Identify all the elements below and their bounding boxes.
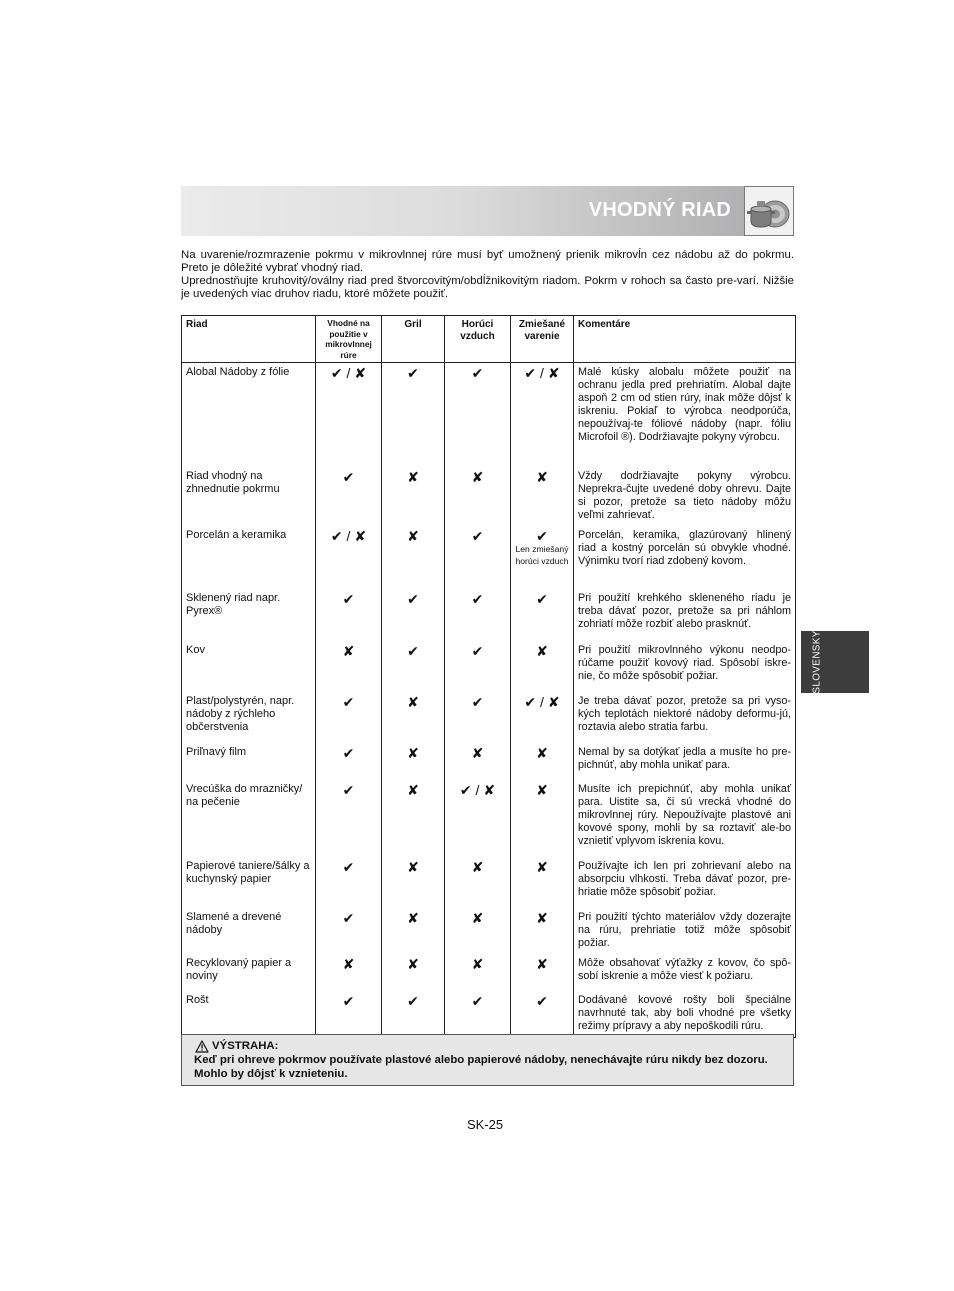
table-row — [182, 363, 796, 467]
cell-hot-air-value: ✔ — [471, 365, 484, 381]
header-riad: Riad — [182, 316, 316, 363]
table-row — [182, 991, 796, 1038]
cell-microwave — [316, 954, 382, 991]
cell-grill-value: ✘ — [407, 468, 419, 485]
cell-riad-value: Recyklovaný papier a noviny — [186, 956, 292, 982]
cell-microwave — [316, 467, 382, 526]
cell-comment — [574, 363, 796, 467]
cell-mixed — [511, 954, 574, 991]
cell-mixed-value: ✘ — [536, 858, 548, 875]
cell-microwave — [316, 692, 382, 743]
cell-mixed-value: ✘ — [536, 909, 548, 926]
cell-hot-air-value: ✔ — [471, 590, 484, 607]
cell-mixed-value: ✔ — [536, 992, 548, 1009]
cell-hot-air — [445, 780, 511, 857]
cell-grill-value: ✔ — [407, 992, 419, 1009]
cell-mixed-value: ✔ — [536, 527, 548, 544]
cell-microwave-value: ✔ — [342, 468, 355, 485]
table-row — [182, 467, 796, 526]
warning-title: VÝSTRAHA: — [212, 1040, 279, 1052]
cell-hot-air-value: ✘ — [471, 744, 484, 761]
cell-microwave — [316, 780, 382, 857]
cell-mixed — [511, 526, 574, 589]
cell-comment-value: Dodávané kovové rošty boli špeciálne navrhnuté tak, aby boli vhodné pre všetky režimy prípravy a aby nepoškodili rúru. — [578, 993, 791, 1032]
cell-mixed — [511, 857, 574, 908]
cell-riad-value: Porcelán a keramika — [186, 528, 287, 541]
cell-hot-air — [445, 692, 511, 743]
cell-comment — [574, 526, 796, 589]
cell-grill — [382, 526, 445, 589]
cell-microwave-value: ✔ — [342, 858, 355, 875]
cell-hot-air-value: ✘ — [471, 909, 484, 926]
cell-microwave-value: ✔ / ✘ — [330, 365, 367, 381]
table-row — [182, 526, 796, 589]
cell-grill-value: ✘ — [407, 693, 419, 710]
cell-riad — [182, 954, 316, 991]
language-tab — [801, 631, 869, 693]
cell-comment — [574, 908, 796, 954]
cell-mixed-value: ✔ / ✘ — [524, 365, 560, 381]
cell-grill-value: ✔ — [407, 365, 419, 381]
intro-paragraph-2: Uprednostňujte kruhovitý/oválny riad pred štvorcovitým/obdĺžnikovitým riadom. Pokrm v rohoch sa často pre-varí. Nižšie je uvedených viac druhov riadu, ktoré môžete použiť. — [181, 275, 794, 300]
cell-mixed-value: ✘ — [536, 468, 548, 485]
cell-hot-air — [445, 908, 511, 954]
cell-grill-value: ✔ — [407, 590, 419, 607]
cell-mixed — [511, 908, 574, 954]
cell-microwave-value: ✔ — [342, 781, 355, 798]
cookware-icon — [744, 186, 794, 236]
cell-comment-value: Malé kúsky alobalu môžete použiť na ochranu jedla pred prehriatím. Alobal dajte aspoň 2 cm od stien rúry, inak môže dôjsť k iskreniu. Pokiaľ to výrobca neodporúča, nepoužívaj-te fóliové nádoby (napr. fóliu Microfoil ®). Dodržiavajte pokyny výrobcu. — [578, 366, 791, 443]
cell-hot-air-value: ✔ — [471, 642, 484, 659]
cell-hot-air — [445, 589, 511, 641]
cell-microwave-value: ✘ — [342, 642, 355, 659]
cell-microwave-value: ✔ — [342, 992, 355, 1009]
cell-mixed — [511, 589, 574, 641]
cell-hot-air — [445, 641, 511, 692]
cell-mixed-value: ✘ — [536, 744, 548, 761]
header-comments: Komentáre — [574, 316, 796, 363]
table-row — [182, 743, 796, 780]
cell-comment — [574, 991, 796, 1038]
table-header-row — [182, 316, 796, 363]
cell-hot-air — [445, 991, 511, 1038]
cell-grill — [382, 954, 445, 991]
cell-riad — [182, 641, 316, 692]
cell-hot-air-value: ✔ / ✘ — [459, 781, 496, 798]
warning-box — [181, 1034, 794, 1086]
cell-grill — [382, 908, 445, 954]
cell-microwave-value: ✔ / ✘ — [330, 527, 367, 544]
page-title: VHODNÝ RIAD — [588, 199, 731, 221]
cell-microwave — [316, 589, 382, 641]
header-mixed: Zmiešané varenie — [511, 316, 574, 363]
cell-riad-value: Slamené a drevené nádoby — [186, 910, 282, 936]
cell-hot-air — [445, 526, 511, 589]
cell-hot-air-value: ✔ — [471, 693, 484, 710]
cell-comment-value: Vždy dodržiavajte pokyny výrobcu. Neprekra-čujte uvedené doby ohrevu. Dajte si pozor, pretože sa tieto nádoby môžu veľmi zahrievať. — [578, 469, 791, 521]
cell-riad-value: Vrecúška do mrazničky/ na pečenie — [186, 782, 303, 808]
cell-comment — [574, 954, 796, 991]
table-row — [182, 908, 796, 954]
intro-text — [181, 249, 794, 301]
cell-comment-value: Používajte ich len pri zohrievaní alebo na absorpciu vlhkosti. Treba dávať pozor, pre-hriatie môže spôsobiť požiar. — [578, 859, 791, 898]
cell-riad-value: Kov — [186, 643, 205, 656]
header-hot-air: Horúci vzduch — [445, 316, 511, 363]
header-grill: Gril — [382, 316, 445, 363]
cell-riad-value: Alobal Nádoby z fólie — [186, 366, 290, 378]
table-row — [182, 954, 796, 991]
table-row — [182, 589, 796, 641]
table-row — [182, 641, 796, 692]
table-row — [182, 857, 796, 908]
cell-hot-air — [445, 363, 511, 467]
cell-microwave-value: ✘ — [342, 955, 355, 972]
cell-microwave — [316, 857, 382, 908]
cell-comment — [574, 467, 796, 526]
cell-comment-value: Porcelán, keramika, glazúrovaný hlinený riad a kostný porcelán sú obvykle vhodné. Výnimku tvorí riad zdobený kovom. — [578, 528, 791, 567]
cell-grill-value: ✘ — [407, 527, 419, 544]
cell-grill-value: ✘ — [407, 909, 419, 926]
cell-hot-air-value: ✔ — [471, 992, 484, 1009]
cell-hot-air-value: ✔ — [471, 527, 484, 544]
cell-hot-air — [445, 857, 511, 908]
cell-mixed-note: Len zmiešaný horúci vzduch — [515, 543, 569, 566]
cell-riad — [182, 467, 316, 526]
cell-grill — [382, 692, 445, 743]
cell-microwave — [316, 641, 382, 692]
cell-comment — [574, 743, 796, 780]
cell-mixed-value: ✘ — [536, 955, 548, 972]
cell-riad — [182, 692, 316, 743]
section-banner — [181, 186, 794, 236]
table-row — [182, 780, 796, 857]
cell-hot-air-value: ✘ — [471, 468, 484, 485]
cell-comment — [574, 692, 796, 743]
cell-mixed-value: ✔ — [536, 590, 548, 607]
cell-comment-value: Pri použití týchto materiálov vždy dozerajte na rúru, prehriatie totiž môže spôsobiť požiar. — [578, 910, 791, 949]
cell-hot-air-value: ✘ — [471, 955, 484, 972]
cell-riad-value: Rošt — [186, 993, 209, 1006]
cell-riad-value: Papierové taniere/šálky a kuchynský papier — [186, 859, 310, 885]
cell-riad — [182, 857, 316, 908]
cell-microwave-value: ✔ — [342, 693, 355, 710]
cell-microwave — [316, 908, 382, 954]
cell-riad — [182, 589, 316, 641]
cell-grill — [382, 641, 445, 692]
cell-riad — [182, 780, 316, 857]
cell-grill-value: ✘ — [407, 955, 419, 972]
cell-mixed — [511, 641, 574, 692]
cell-comment-value: Pri použití krehkého skleneného riadu je treba dávať pozor, pretože sa pri náhlom zohriatí môže rozbiť alebo prasknúť. — [578, 591, 791, 630]
cell-mixed — [511, 692, 574, 743]
cell-comment — [574, 641, 796, 692]
cell-comment-value: Môže obsahovať výťažky z kovov, čo spô-sobí iskrenie a môže viesť k požiaru. — [578, 956, 791, 982]
page-number: SK-25 — [467, 1117, 504, 1132]
cell-microwave — [316, 743, 382, 780]
intro-paragraph-1: Na uvarenie/rozmrazenie pokrmu v mikrovlnnej rúre musí byť umožnený prienik mikrovĺn cez nádobu až do pokrmu. Preto je dôležité vybrať vhodný riad. — [181, 249, 794, 274]
cell-grill-value: ✘ — [407, 744, 419, 761]
cell-grill — [382, 589, 445, 641]
cell-riad-value: Riad vhodný na zhnednutie pokrmu — [186, 469, 280, 495]
language-tab-label: SLOVENSKY — [811, 630, 823, 694]
cell-microwave-value: ✔ — [342, 590, 355, 607]
cell-riad — [182, 991, 316, 1038]
cell-riad — [182, 743, 316, 780]
cell-riad — [182, 526, 316, 589]
cell-grill-value: ✘ — [407, 858, 419, 875]
cell-hot-air — [445, 954, 511, 991]
cell-grill — [382, 780, 445, 857]
cell-grill — [382, 467, 445, 526]
cell-grill — [382, 743, 445, 780]
cell-microwave-value: ✔ — [342, 909, 355, 926]
cell-grill — [382, 363, 445, 467]
header-microwave: Vhodné na použitie v mikrovlnnej rúre — [316, 316, 382, 363]
cell-hot-air-value: ✘ — [471, 858, 484, 875]
cell-comment — [574, 857, 796, 908]
cell-riad-value: Plast/polystyrén, napr. nádoby z rýchleho občerstvenia — [186, 694, 295, 733]
cell-mixed — [511, 743, 574, 780]
cell-mixed-value: ✘ — [536, 781, 548, 798]
cell-mixed — [511, 467, 574, 526]
cell-riad — [182, 908, 316, 954]
cell-hot-air — [445, 467, 511, 526]
cell-mixed-value: ✘ — [536, 642, 548, 659]
cell-comment-value: Pri použití mikrovlnného výkonu neodpo-rúčame použiť kovový riad. Spôsobí iskre-nie, čo môže spôsobiť požiar. — [578, 643, 791, 682]
cell-comment-value: Nemal by sa dotýkať jedla a musíte ho pre-pichnúť, aby mohla unikať para. — [578, 745, 791, 771]
cell-riad-value: Sklenený riad napr. Pyrex® — [186, 591, 281, 617]
cookware-table — [181, 315, 796, 1038]
cell-mixed — [511, 780, 574, 857]
cell-comment-value: Musíte ich prepichnúť, aby mohla unikať para. Uistite sa, či sú vrecká vhodné do mikrovlnnej rúry. Nepoužívajte plastové ani kovové spony, mohli by sa roztaviť ale-bo vznietiť vplyvom iskrenia kovu. — [578, 782, 791, 847]
cell-microwave — [316, 526, 382, 589]
cell-comment-value: Je treba dávať pozor, pretože sa pri vyso-kých teplotách niektoré nádoby deformu-jú, roztavia alebo stratia farbu. — [578, 694, 791, 733]
cell-mixed — [511, 991, 574, 1038]
cell-grill — [382, 857, 445, 908]
cell-hot-air — [445, 743, 511, 780]
warning-text: Keď pri ohreve pokrmov používate plastové alebo papierové nádoby, nenechávajte rúru nikdy bez dozoru. Mohlo by dôjsť k vznieteniu. — [194, 1054, 768, 1080]
cell-microwave-value: ✔ — [342, 744, 355, 761]
cell-mixed-value: ✔ / ✘ — [524, 693, 560, 710]
cell-riad-value: Priľnavý film — [186, 745, 247, 758]
warning-triangle-icon — [195, 1040, 209, 1053]
cell-grill-value: ✘ — [407, 781, 419, 798]
cell-grill — [382, 991, 445, 1038]
cell-microwave — [316, 991, 382, 1038]
cell-grill-value: ✔ — [407, 642, 419, 659]
cell-comment — [574, 780, 796, 857]
cell-comment — [574, 589, 796, 641]
cell-mixed — [511, 363, 574, 467]
cell-microwave — [316, 363, 382, 467]
cell-riad — [182, 363, 316, 467]
table-row — [182, 692, 796, 743]
